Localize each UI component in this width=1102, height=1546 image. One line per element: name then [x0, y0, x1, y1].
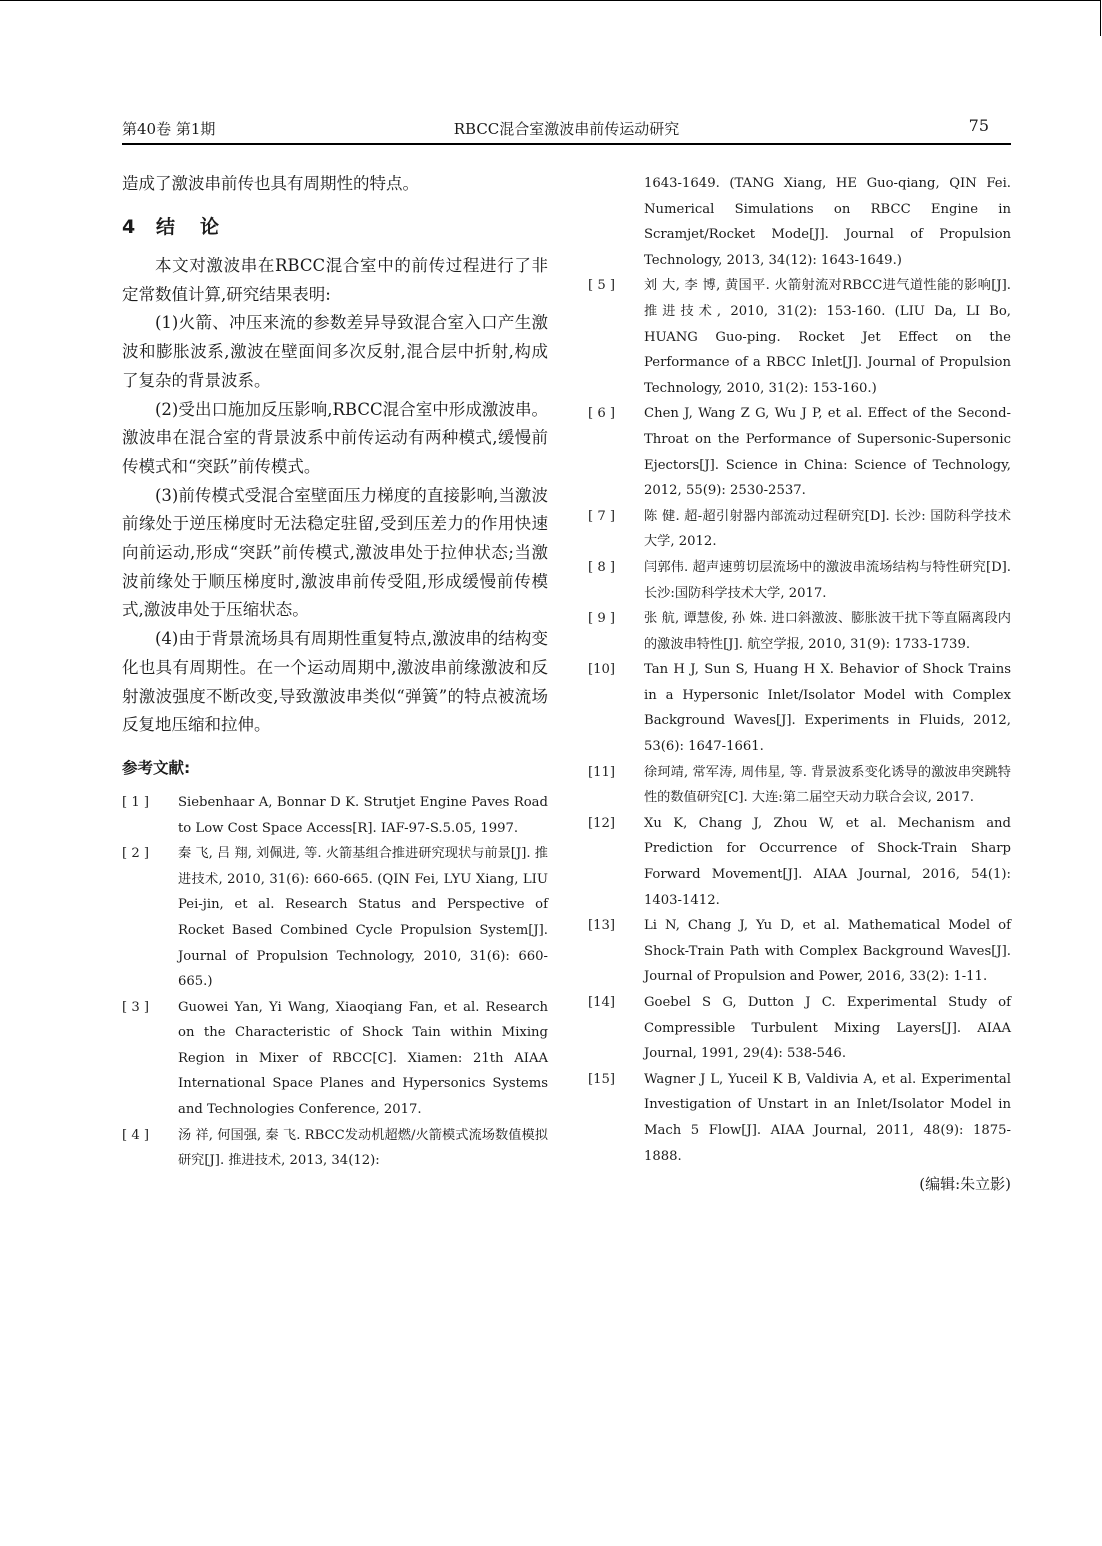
- reference-item: [122, 1123, 548, 1174]
- reference-text: 张 航, 谭慧俊, 孙 姝. 进口斜激波、膨胀波干扰下等直隔离段内的激波串特性[J]. 航空学报, 2010, 31(9): 1733-1739.: [644, 611, 1011, 652]
- reference-text: Siebenhaar A, Bonnar D K. Strutjet Engine Paves Road to Low Cost Space Access[R]. IAF-97-S.5.05, 1997.: [178, 794, 548, 836]
- reference-number: [ 4 ]: [122, 1127, 150, 1143]
- conclusion-paragraph: (1)火箭、冲压来流的参数差异导致混合室入口产生激波和膨胀波系,激波在壁面间多次反射,混合层中折射,构成了复杂的背景波系。: [122, 313, 548, 390]
- reference-item: [588, 990, 1011, 1067]
- reference-continuation: 1643-1649. (TANG Xiang, HE Guo-qiang, QIN Fei. Numerical Simulations on RBCC Engine in Scramjet/Rocket Mode[J]. Journal of Propulsion Technology, 2013, 34(12): 1643-1649.): [644, 176, 1011, 268]
- reference-number: [ 7 ]: [588, 508, 616, 524]
- reference-text: Goebel S G, Dutton J C. Experimental Study of Compressible Turbulent Mixing Layers[J]. AIAA Journal, 1991, 29(4): 538-546.: [644, 995, 1011, 1062]
- reference-number: [ 8 ]: [588, 559, 616, 575]
- reference-number: [12]: [588, 815, 616, 831]
- header-rule: [122, 143, 1011, 145]
- reference-number: [ 6 ]: [588, 406, 616, 422]
- reference-number: [11]: [588, 764, 616, 780]
- reference-text: Chen J, Wang Z G, Wu J P, et al. Effect of the Second-Throat on the Performance of Supersonic-Supersonic Ejectors[J]. Science in China: Science of Technology, 2012, 55(9): 2530-2537.: [644, 406, 1011, 499]
- reference-item: [122, 995, 548, 1123]
- section-title-char-2: 论: [200, 216, 221, 238]
- reference-text: 汤 祥, 何国强, 秦 飞. RBCC发动机超燃/火箭模式流场数值模拟研究[J]. 推进技术, 2013, 34(12):: [178, 1127, 548, 1169]
- section-title-char-1: 结: [156, 216, 177, 238]
- reference-item: [588, 606, 1011, 657]
- reference-number: [ 9 ]: [588, 611, 616, 627]
- reference-number: [ 2 ]: [122, 846, 150, 862]
- conclusion-paragraph: 本文对激波串在RBCC混合室中的前传过程进行了非定常数值计算,研究结果表明:: [122, 256, 548, 304]
- running-header: [122, 116, 1011, 144]
- reference-text: 徐珂靖, 常军涛, 周伟星, 等. 背景波系变化诱导的激波串突跳特性的数值研究[C]. 大连:第二届空天动力联合会议, 2017.: [644, 764, 1011, 806]
- reference-item: [588, 401, 1011, 503]
- section-heading: [122, 212, 548, 239]
- reference-number: [ 3 ]: [122, 999, 150, 1015]
- section-number: 4: [122, 216, 137, 238]
- reference-text: Tan H J, Sun S, Huang H X. Behavior of Shock Trains in a Hypersonic Inlet/Isolator Model with Complex Background Waves[J]. Experiments in Fluids, 2012, 53(6): 1647-1661.: [644, 662, 1011, 755]
- reference-number: [ 5 ]: [588, 278, 616, 294]
- reference-item: [588, 504, 1011, 555]
- reference-item: [122, 841, 548, 995]
- reference-text: 闫郭伟. 超声速剪切层流场中的激波串流场结构与特性研究[D]. 长沙:国防科学技术大学, 2017.: [644, 559, 1011, 601]
- reference-number: [15]: [588, 1071, 616, 1087]
- reference-text: Wagner J L, Yuceil K B, Valdivia A, et al. Experimental Investigation of Unstart in an Inlet/Isolator Model in Mach 5 Flow[J]. AIAA Journal, 2011, 48(9): 1875-1888.: [644, 1071, 1011, 1164]
- continued-paragraph: 造成了激波串前传也具有周期性的特点。: [122, 174, 419, 193]
- header-volume-issue: 第40卷 第1期: [122, 120, 216, 138]
- reference-text: 刘 大, 李 博, 黄国平. 火箭射流对RBCC进气道性能的影响[J]. 推进技术, 2010, 31(2): 153-160. (LIU Da, LI Bo, HUANG Guo-ping. Rocket Jet Effect on the Performance of a RBCC Inlet[J]. Journal of Propulsion Technology, 2010, 31(2): 153-160.): [644, 278, 1011, 396]
- reference-text: Guowei Yan, Yi Wang, Xiaoqiang Fan, et al. Research on the Characteristic of Shock Tain within Mixing Region in Mixer of RBCC[C]. Xiamen: 21th AIAA International Space Planes and Hypersonics Systems and Technologies Conference, 2017.: [178, 999, 548, 1118]
- editor-credit: (编辑:朱立影): [919, 1175, 1011, 1194]
- reference-number: [14]: [588, 995, 616, 1010]
- reference-text: Xu K, Chang J, Zhou W, et al. Mechanism and Prediction for Occurrence of Shock-Train Sharp Forward Movement[J]. AIAA Journal, 2016, 54(1): 1403-1412.: [644, 815, 1011, 908]
- reference-item: [588, 811, 1011, 913]
- references-heading: 参考文献:: [122, 758, 191, 777]
- reference-item: [588, 760, 1011, 811]
- reference-number: [10]: [588, 662, 616, 678]
- reference-number: [13]: [588, 918, 616, 934]
- conclusion-paragraph: (3)前传模式受混合室壁面压力梯度的直接影响,当激波前缘处于逆压梯度时无法稳定驻留,受到压差力的作用快速向前运动,形成“突跃”前传模式,激波串处于拉伸状态;当激波前缘处于顺压梯度时,激波串前传受阻,形成缓慢前传模式,激波串处于压缩状态。: [122, 485, 548, 620]
- conclusion-paragraph: (4)由于背景流场具有周期性重复特点,激波串的结构变化也具有周期性。在一个运动周期中,激波串前缘激波和反射激波强度不断改变,导致激波串类似“弹簧”的特点被流场反复地压缩和拉伸。: [122, 629, 548, 735]
- conclusion-paragraph: (2)受出口施加反压影响,RBCC混合室中形成激波串。激波串在混合室的背景波系中前传运动有两种模式,缓慢前传模式和“突跃”前传模式。: [122, 399, 548, 476]
- reference-item: [588, 273, 1011, 401]
- left-column: [122, 170, 548, 1174]
- right-column: [588, 171, 1011, 1194]
- reference-item: [122, 790, 548, 841]
- page-crop-line-right: [1100, 0, 1101, 36]
- reference-item: [588, 913, 1011, 990]
- reference-number: [ 1 ]: [122, 794, 150, 810]
- reference-text: 秦 飞, 吕 翔, 刘佩进, 等. 火箭基组合推进研究现状与前景[J]. 推进技术, 2010, 31(6): 660-665. (QIN Fei, LYU Xiang, LIU Pei-jin, et al. Research Status and Perspective of Rocket Based Combined Cycle Propulsion System[J]. Journal of Propulsion Technology, 2010, 31(6): 660-665.): [178, 846, 548, 990]
- page-crop-line-top: [0, 0, 1100, 1]
- header-page-number: 75: [968, 116, 989, 135]
- reference-item: [588, 657, 1011, 759]
- reference-item: [588, 1067, 1011, 1169]
- reference-item: [588, 555, 1011, 606]
- header-article-title: RBCC混合室激波串前传运动研究: [453, 120, 680, 138]
- reference-text: 陈 健. 超-超引射器内部流动过程研究[D]. 长沙: 国防科学技术大学, 2012.: [644, 508, 1011, 550]
- reference-text: Li N, Chang J, Yu D, et al. Mathematical Model of Shock-Train Path with Complex Background Waves[J]. Journal of Propulsion and Power, 2016, 33(2): 1-11.: [644, 918, 1011, 985]
